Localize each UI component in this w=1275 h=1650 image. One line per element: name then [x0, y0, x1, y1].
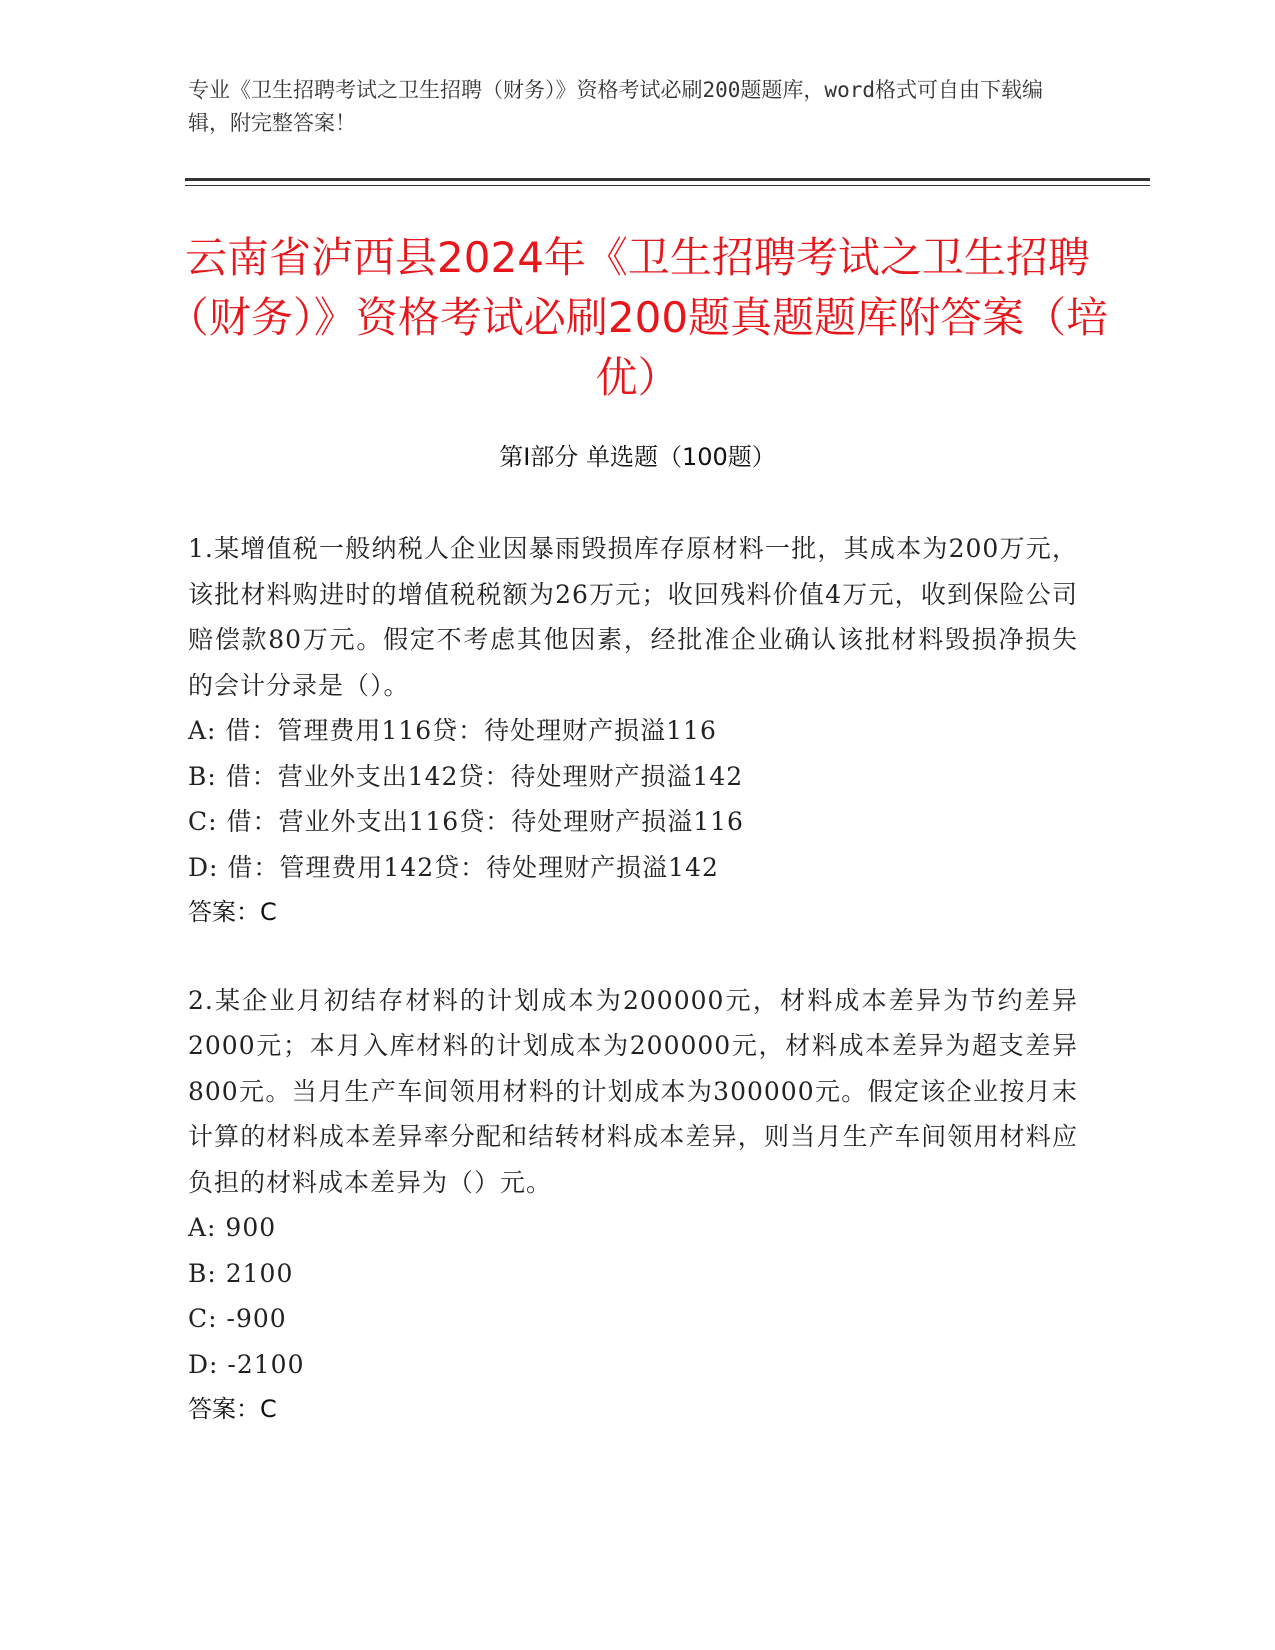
- question-option-c: C: -900: [188, 1304, 287, 1333]
- question-option-a: A: 借：管理费用116贷：待处理财产损溢116: [188, 716, 717, 745]
- question-stem: 2.某企业月初结存材料的计划成本为200000元，材料成本差异为节约差异2000元；本月入库材料的计划成本为200000元，材料成本差异为超支差异800元。当月生产车间领用材料的计划成本为300000元。假定该企业按月末计算的材料成本差异率分配和结转材料成本差异，则当月生产车间领用材料应负担的材料成本差异为（）元。: [188, 985, 1078, 1197]
- question-option-a: A: 900: [188, 1213, 277, 1242]
- question-list: [188, 526, 1078, 1475]
- question-option-b: B: 2100: [188, 1258, 294, 1288]
- header-note: 专业《卫生招聘考试之卫生招聘（财务）》资格考试必刷200题题库，word格式可自由下载编辑，附完整答案！: [188, 78, 1043, 135]
- header-divider-thick: [185, 178, 1150, 181]
- header-divider-thin: [185, 185, 1150, 186]
- question-item: [188, 526, 1078, 936]
- section-title: 第I部分 单选题（100题）: [499, 443, 776, 471]
- question-stem: 1.某增值税一般纳税人企业因暴雨毁损库存原材料一批，其成本为200万元，该批材料购进时的增值税税额为26万元；收回残料价值4万元，收到保险公司赔偿款80万元。假定不考虑其他因素，经批准企业确认该批材料毁损净损失的会计分录是（）。: [188, 534, 1078, 700]
- question-option-c: C: 借：营业外支出116贷：待处理财产损溢116: [188, 807, 744, 836]
- question-option-d: D: -2100: [188, 1349, 305, 1379]
- question-option-b: B: 借：营业外支出142贷：待处理财产损溢142: [188, 761, 744, 791]
- question-answer: 答案：C: [188, 1395, 277, 1423]
- question-item: [188, 978, 1078, 1433]
- question-option-d: D: 借：管理费用142贷：待处理财产损溢142: [188, 852, 719, 882]
- document-title: 云南省泸西县2024年《卫生招聘考试之卫生招聘（财务）》资格考试必刷200题真题题库附答案（培优）: [166, 233, 1109, 402]
- question-answer: 答案：C: [188, 898, 277, 926]
